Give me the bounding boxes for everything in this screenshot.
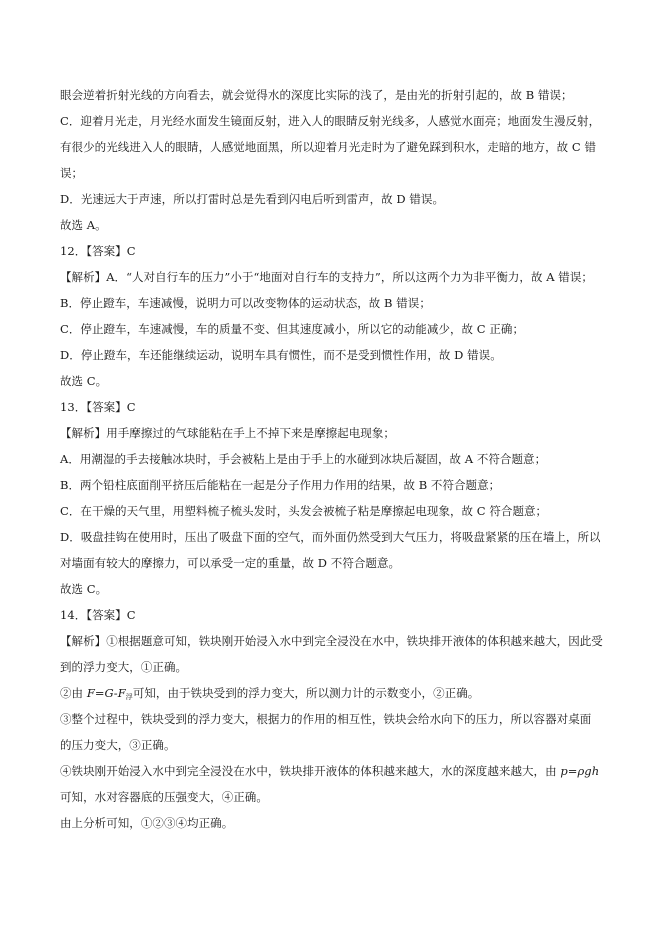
formula-symbol-f: F [86,686,95,700]
text-line: D．光速远大于声速，所以打雷时总是先看到闪电后听到雷声，故 D 错误。 [60,192,444,206]
pressure-prefix: ④铁块刚开始浸入水中到完全浸没在水中，铁块排开液体的体积越来越大，水的深度越来越大，由 [60,764,561,778]
text-line: C．在干燥的天气里，用塑料梳子梳头发时，头发会被梳子粘是摩擦起电现象，故 C 符合题意； [60,504,548,518]
pressure-symbol-p: p [560,764,568,778]
text-line: A．用潮湿的手去接触冰块时，手会被粘上是由于手上的水碰到冰块后凝固，故 A 不符合题意； [60,452,547,466]
formula-symbol-g: G [104,686,114,700]
formula-symbol-f2: F [117,686,126,700]
text-line: C．迎着月光走，月光经水面发生镜面反射，进入人的眼睛反射光线多，人感觉水面亮；地面发生漫反射， [60,114,601,128]
text-line: ③整个过程中，铁块受到的浮力变大，根据力的作用的相互性，铁块会给水向下的压力，所以容器对桌面 [60,712,592,726]
formula-equals: = [94,686,105,700]
text-line: 误； [60,166,84,180]
text-line: 故选 A。 [60,218,107,232]
text-line: B．两个铅柱底面削平挤压后能粘在一起是分子作用力作用的结果，故 B 不符合题意； [60,478,501,492]
answer-heading-14: 14．【答案】C [60,608,136,622]
pressure-equals: = [567,764,578,778]
text-line: C．停止蹬车，车速减慢，车的质量不变、但其速度减小，所以它的动能减少，故 C 正确； [60,322,525,336]
formula-minus: - [113,686,118,700]
answer-heading-13: 13．【答案】C [60,400,136,414]
formula-line [60,682,605,704]
text-line: D．停止蹬车，车还能继续运动，说明车具有惯性，而不是受到惯性作用，故 D 错误。 [60,348,502,362]
text-line: 对墙面有较大的摩擦力，可以承受一定的重量，故 D 不符合题意。 [60,556,401,570]
text-line: 有很少的光线进入人的眼睛，人感觉地面黑，所以迎着月光走时为了避免踩到积水，走暗的地方，故 C 错 [60,140,597,154]
formula-suffix: 可知，由于铁块受到的浮力变大，所以测力计的示数变小，②正确。 [132,686,480,700]
text-line: D．吸盘挂钩在使用时，压出了吸盘下面的空气，而外面仍然受到大气压力，将吸盘紧紧的压在墙上，所以 [60,530,601,544]
text-line: 【解析】A．“人对自行车的压力”小于“地面对自行车的支持力”，所以这两个力为非平衡力，故 A 错误； [60,270,593,284]
pressure-symbol-rho: ρ [577,764,585,778]
text-line: 【解析】①根据题意可知，铁块刚开始浸入水中到完全浸没在水中，铁块排开液体的体积越来越大，因此受 [60,634,603,648]
text-line: 到的浮力变大，①正确。 [60,660,188,674]
answer-heading-12: 12．【答案】C [60,244,136,258]
pressure-symbol-gh: gh [584,764,600,778]
text-line: 的压力变大，③正确。 [60,738,176,752]
pressure-formula-line [60,760,605,782]
formula-subscript: 浮 [125,693,133,701]
text-line: B．停止蹬车，车速减慢，说明力可以改变物体的运动状态，故 B 错误； [60,296,431,310]
text-line: 由上分析可知，①②③④均正确。 [60,816,234,830]
text-line: 故选 C。 [60,582,108,596]
text-line: 【解析】用手摩擦过的气球能粘在手上不掉下来是摩擦起电现象； [60,426,395,440]
document-page [60,84,605,834]
text-line: 故选 C。 [60,374,108,388]
text-line: 眼会逆着折射光线的方向看去，就会觉得水的深度比实际的浅了，是由光的折射引起的，故 B 错误； [60,88,573,102]
text-line: 可知，水对容器底的压强变大，④正确。 [60,790,268,804]
formula-prefix: ②由 [60,686,87,700]
